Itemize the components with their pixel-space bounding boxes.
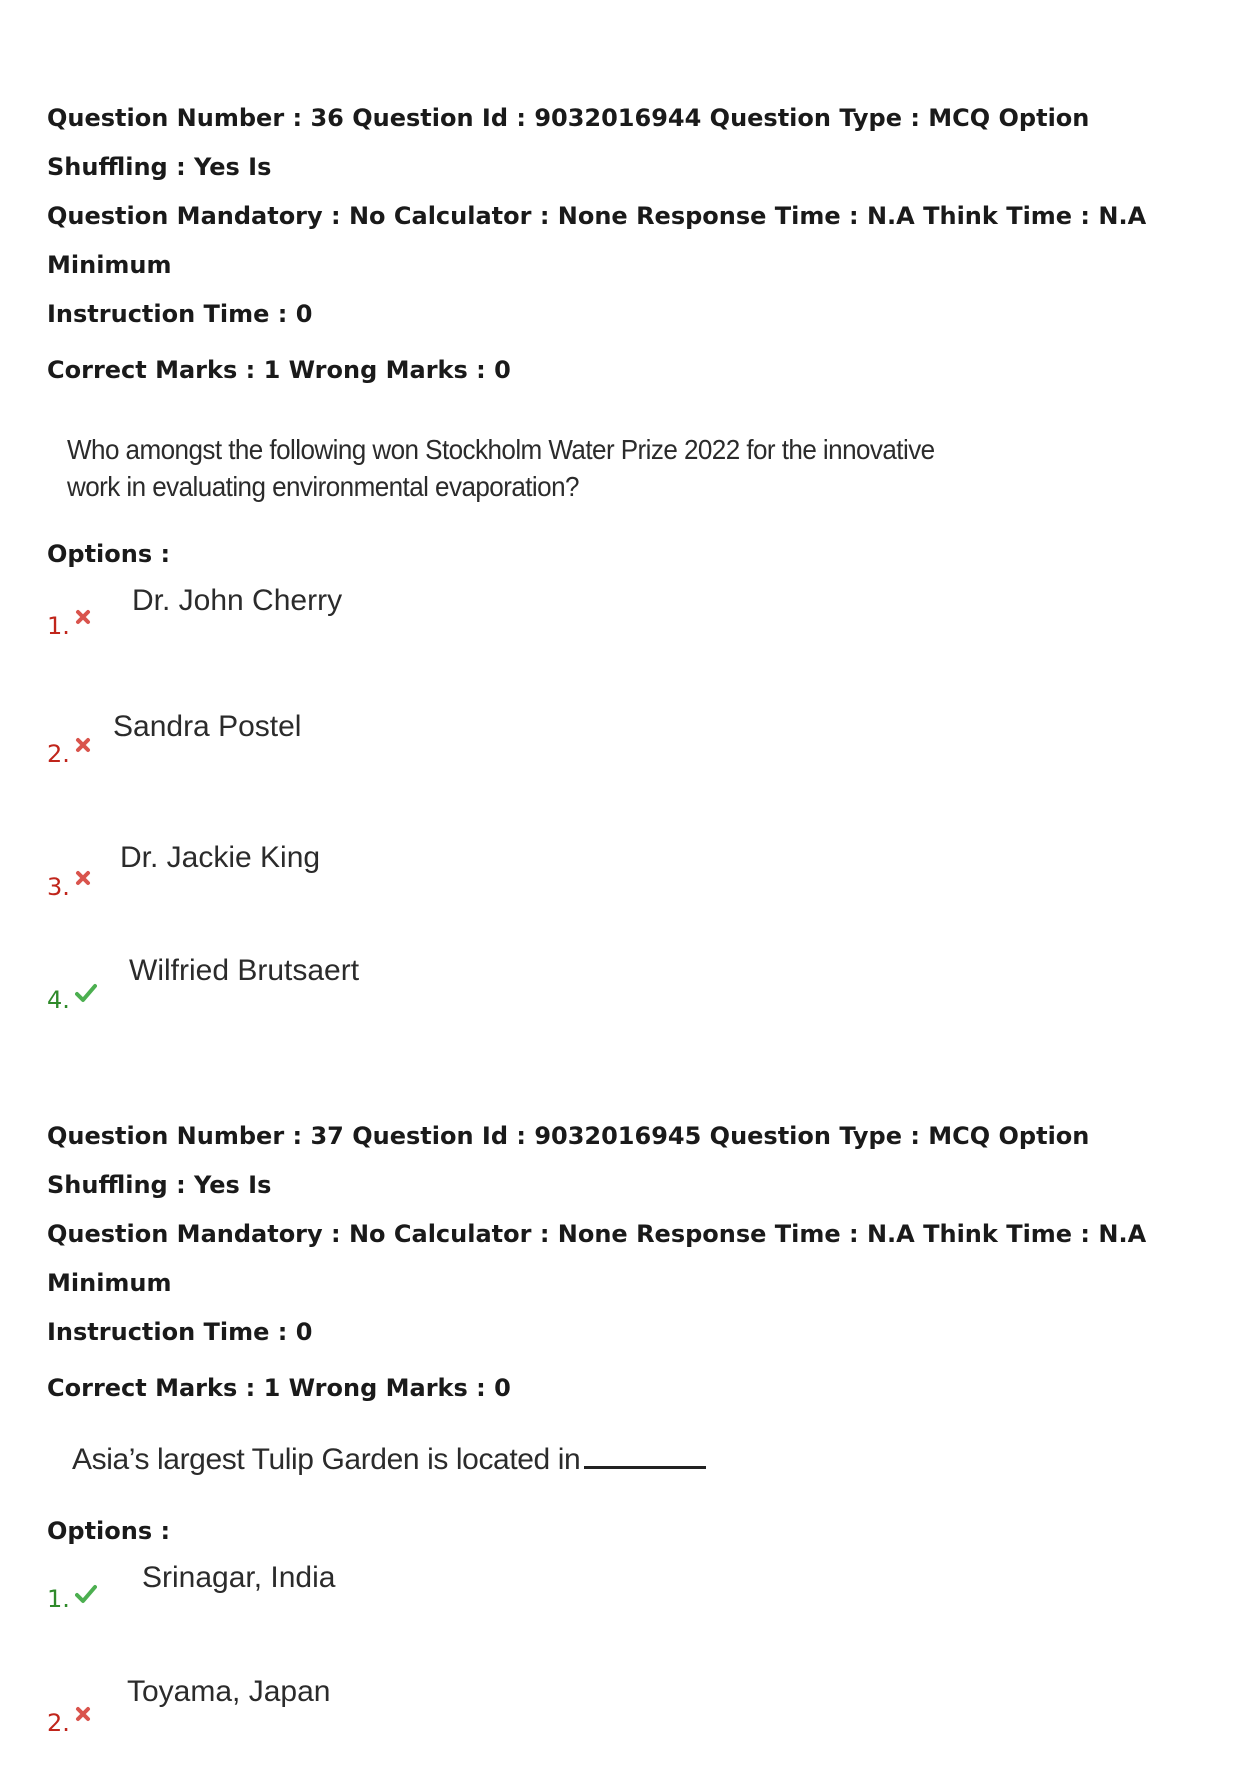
question-text-line-1: Asia’s largest Tulip Garden is located in (72, 1443, 581, 1476)
option-number: 2. (47, 1709, 70, 1737)
cross-icon (75, 870, 91, 890)
option-text: Dr. John Cherry (132, 584, 343, 617)
option-text: Toyama, Japan (127, 1675, 331, 1708)
option-text: Wilfried Brutsaert (129, 954, 360, 987)
question-meta-line-2: Question Mandatory : No Calculator : None Response Time : N.A Think Time : N.A Minimum (47, 1220, 1147, 1297)
option-number: 1. (47, 612, 70, 640)
question-meta-line-2: Question Mandatory : No Calculator : None Response Time : N.A Think Time : N.A Minimum (47, 202, 1147, 279)
question-meta-line-1: Question Number : 37 Question Id : 9032016945 Question Type : MCQ Option Shuffling : Yes Is (47, 1122, 1090, 1199)
check-icon (75, 983, 97, 1007)
question-marks: Correct Marks : 1 Wrong Marks : 0 (47, 1374, 511, 1402)
question-marks: Correct Marks : 1 Wrong Marks : 0 (47, 356, 511, 384)
question-text-line-2: work in evaluating environmental evaporation? (67, 471, 579, 502)
question-text (67, 431, 1127, 505)
question-meta-line-3: Instruction Time : 0 (47, 1318, 313, 1346)
question-meta-line-1: Question Number : 36 Question Id : 9032016944 Question Type : MCQ Option Shuffling : Yes Is (47, 104, 1090, 181)
option-number: 2. (47, 740, 70, 768)
option-3 (47, 830, 1207, 943)
question-block-36 (47, 94, 1207, 1043)
option-1 (47, 569, 1207, 697)
option-2 (47, 1670, 1207, 1770)
cross-icon (75, 1706, 91, 1726)
option-text: Sandra Postel (113, 710, 302, 743)
options-label: Options : (47, 540, 171, 568)
option-number: 4. (47, 986, 70, 1014)
question-text-line-1: Who amongst the following won Stockholm Water Prize 2022 for the innovative (67, 434, 935, 465)
option-2 (47, 697, 1207, 830)
question-block-37 (47, 1112, 1207, 1770)
check-icon (75, 1584, 97, 1608)
question-text (72, 1438, 1207, 1478)
cross-icon (75, 737, 91, 757)
option-4 (47, 943, 1207, 1043)
option-number: 1. (47, 1585, 70, 1613)
option-number: 3. (47, 873, 70, 901)
option-1 (47, 1546, 1207, 1670)
answer-blank (584, 1438, 706, 1469)
option-text: Dr. Jackie King (120, 841, 321, 874)
question-meta-line-3: Instruction Time : 0 (47, 300, 313, 328)
option-text: Srinagar, India (142, 1561, 336, 1594)
options-label: Options : (47, 1517, 171, 1545)
cross-icon (75, 609, 91, 629)
